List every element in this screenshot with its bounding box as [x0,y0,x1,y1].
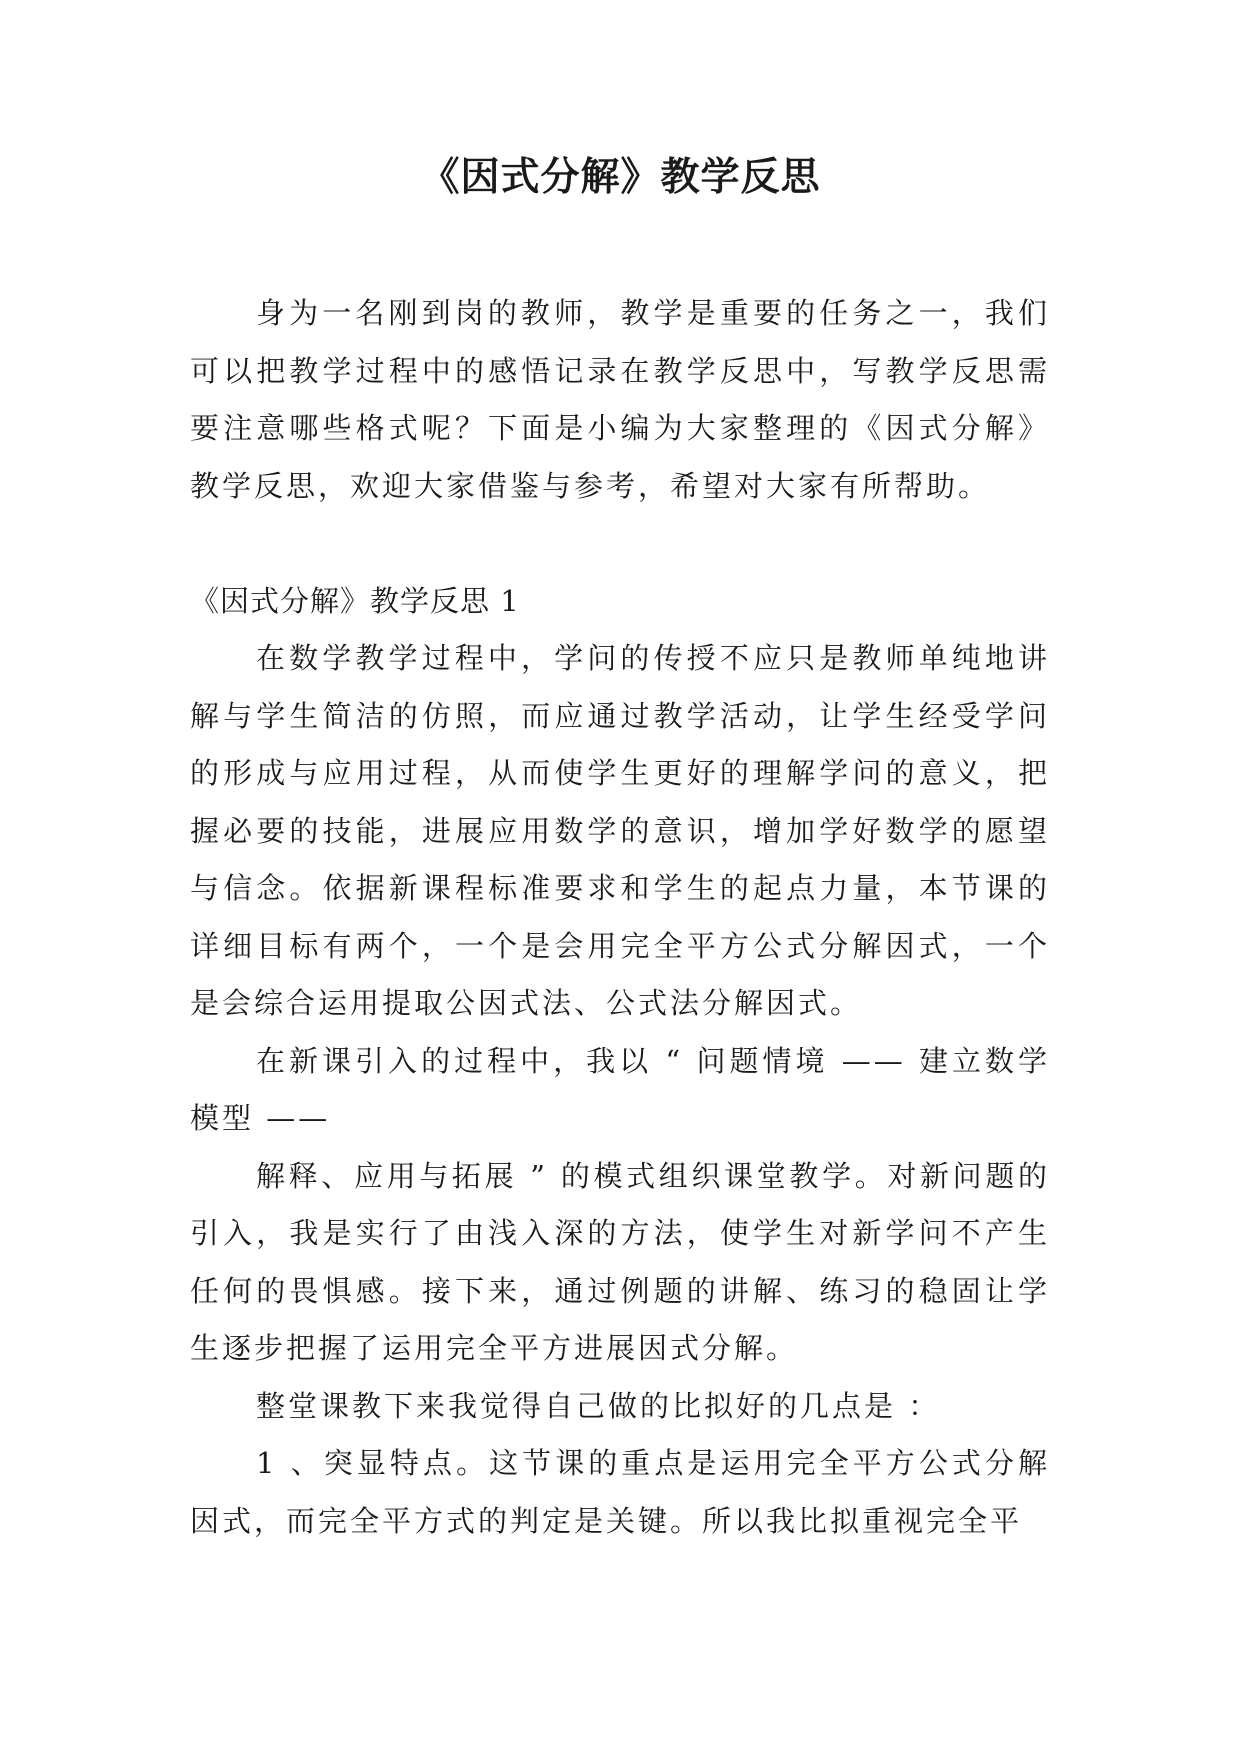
section-heading: 《因式分解》教学反思 1 [190,583,520,618]
body-paragraph: 整堂课教下来我觉得自己做的比拟好的几点是 ： [256,1388,941,1423]
body-paragraph: 1 、突显特点。这节课的重点是运用完全平方公式分解因式，而完全平方式的判定是关键。所以我比拟重视完全平 [190,1446,1050,1538]
body-paragraph: 在数学教学过程中，学问的传授不应只是教师单纯地讲解与学生简洁的仿照，而应通过教学活动，让学生经受学问的形成与应用过程，从而使学生更好的理解学问的意义，把握必要的技能，进展应用数学的意识，增加学好数学的愿望与信念。依据新课程标准要求和学生的起点力量，本节课的详细目标有两个，一个是会用完全平方公式分解因式，一个是会综合运用提取公因式法、公式法分解因式。 [190,641,1050,1020]
document-title: 《因式分解》教学反思 [420,155,821,200]
body-paragraph: 在新课引入的过程中，我以 “ 问题情境 —— 建立数学模型 —— [190,1043,1050,1135]
intro-paragraph: 身为一名刚到岗的教师，教学是重要的任务之一，我们可以把教学过程中的感悟记录在教学反思中，写教学反思需要注意哪些格式呢？下面是小编为大家整理的《因式分解》教学反思，欢迎大家借鉴与参考，希望对大家有所帮助。 [190,296,1050,503]
document-body [190,285,1050,1550]
document-page [190,0,1050,1754]
body-paragraph: 解释、应用与拓展 ” 的模式组织课堂教学。对新问题的引入，我是实行了由浅入深的方法，使学生对新学问不产生任何的畏惧感。接下来，通过例题的讲解、练习的稳固让学生逐步把握了运用完全平方进展因式分解。 [190,1158,1050,1365]
